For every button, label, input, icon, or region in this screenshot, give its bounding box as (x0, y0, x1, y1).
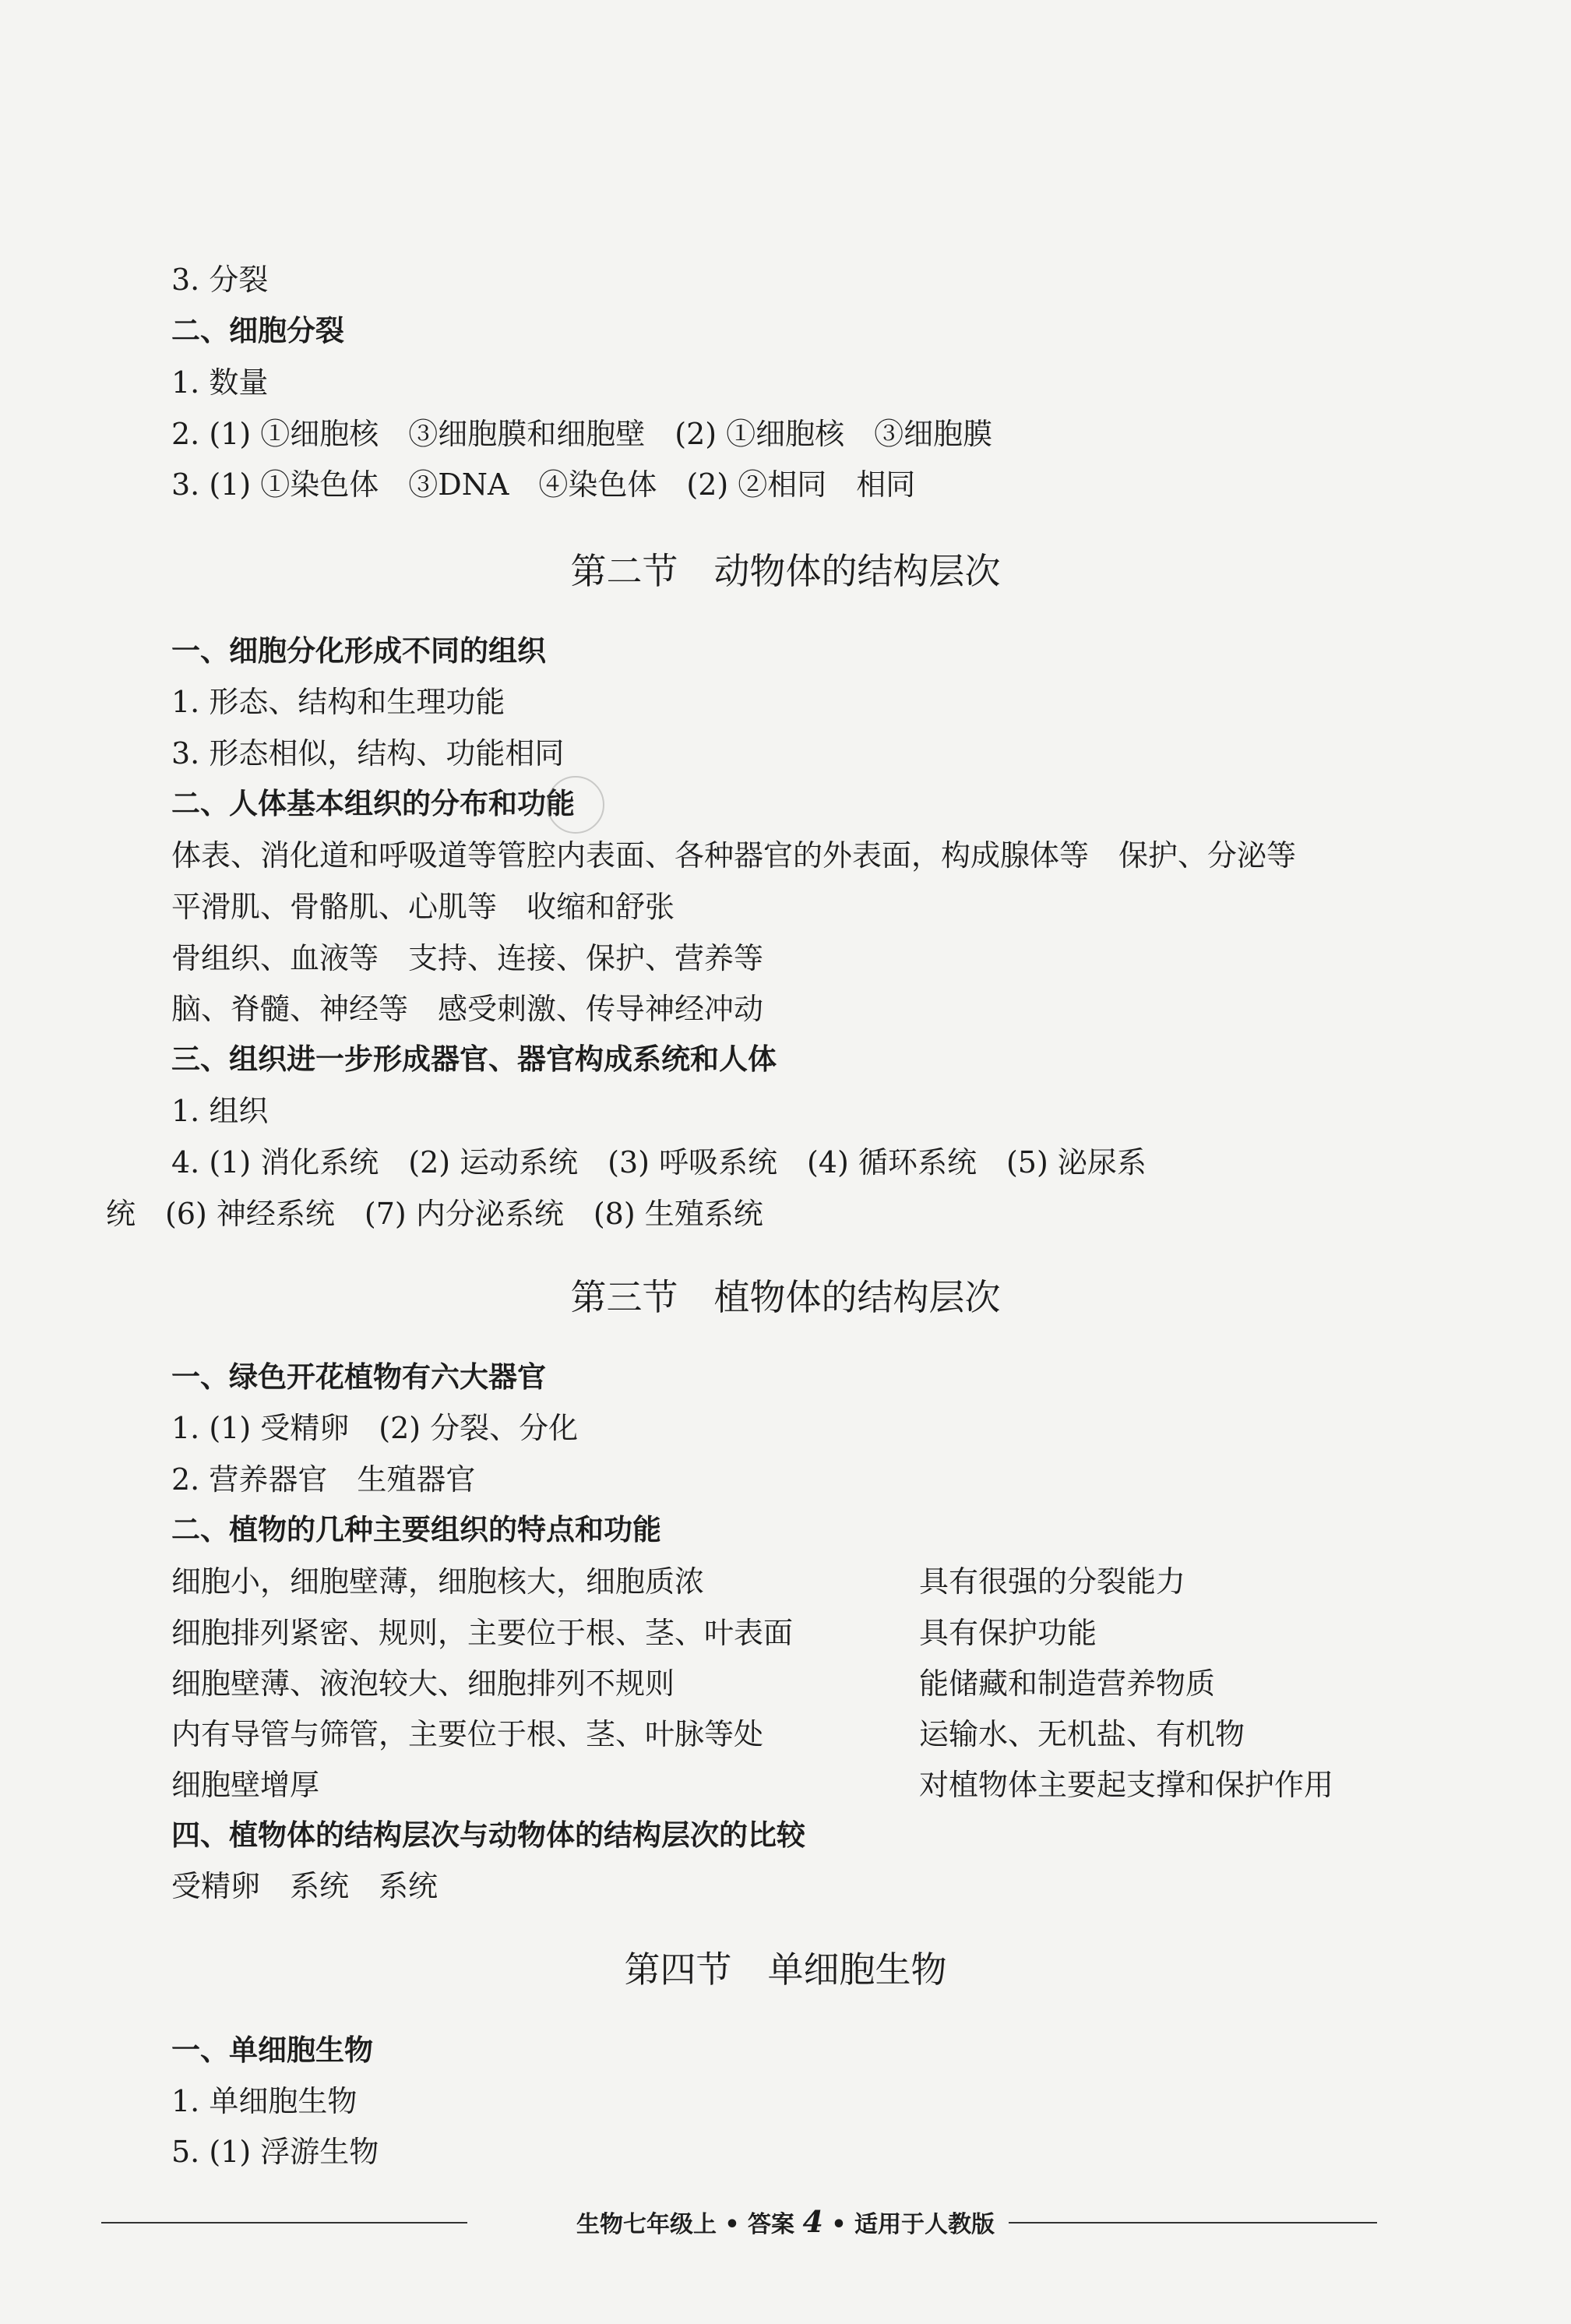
answer-line: 2. (1) ①细胞核 ③细胞膜和细胞壁 (2) ①细胞核 ③细胞膜 (171, 417, 993, 451)
section-heading: 一、单细胞生物 (171, 2033, 373, 2067)
answer-line: 3. 形态相似，结构、功能相同 (171, 736, 565, 771)
tissue-feature: 细胞排列紧密、规则，主要位于根、茎、叶表面 (171, 1616, 794, 1650)
answer-line: 4. (1) 消化系统 (2) 运动系统 (3) 呼吸系统 (4) 循环系统 (5) 泌尿系 (171, 1145, 1147, 1180)
tissue-function: 具有保护功能 (919, 1616, 1097, 1650)
section-heading: 三、组织进一步形成器官、器官构成系统和人体 (171, 1042, 777, 1076)
chapter-title: 第二节 动物体的结构层次 (570, 550, 1001, 592)
chapter-title: 第三节 植物体的结构层次 (570, 1276, 1001, 1318)
tissue-function: 具有很强的分裂能力 (919, 1564, 1186, 1599)
answer-line: 1. 组织 (171, 1094, 269, 1128)
section-heading: 二、细胞分裂 (171, 314, 344, 347)
section-heading: 二、植物的几种主要组织的特点和功能 (171, 1513, 661, 1546)
footer-label: 生物七年级上 • 答案 (576, 2211, 795, 2238)
answer-line: 1. 单细胞生物 (171, 2084, 358, 2118)
answer-line: 1. 形态、结构和生理功能 (171, 685, 505, 719)
section-heading: 一、细胞分化形成不同的组织 (171, 634, 546, 668)
stamp-mark (547, 776, 604, 834)
answer-line: 3. 分裂 (171, 263, 269, 297)
answer-line: 骨组织、血液等 支持、连接、保护、营养等 (171, 941, 764, 975)
tissue-function: 能储藏和制造营养物质 (919, 1666, 1216, 1701)
tissue-feature: 细胞壁薄、液泡较大、细胞排列不规则 (171, 1666, 675, 1701)
answer-line: 体表、消化道和呼吸道等管腔内表面、各种器官的外表面，构成腺体等 保护、分泌等 (171, 838, 1297, 873)
chapter-title: 第四节 单细胞生物 (624, 1948, 947, 1991)
tissue-feature: 内有导管与筛管，主要位于根、茎、叶脉等处 (171, 1717, 764, 1751)
answer-line: 脑、脊髓、神经等 感受刺激、传导神经冲动 (171, 992, 764, 1026)
answer-line: 3. (1) ①染色体 ③DNA ④染色体 (2) ②相同 相同 (171, 467, 916, 502)
section-heading: 一、绿色开花植物有六大器官 (171, 1360, 546, 1394)
answer-line: 受精卵 系统 系统 (171, 1869, 439, 1903)
answer-line: 平滑肌、骨骼肌、心肌等 收缩和舒张 (171, 890, 675, 924)
section-heading: 二、人体基本组织的分布和功能 (171, 787, 575, 820)
tissue-function: 对植物体主要起支撑和保护作用 (919, 1768, 1334, 1802)
answer-line: 1. 数量 (171, 365, 269, 400)
answer-line: 统 (6) 神经系统 (7) 内分泌系统 (8) 生殖系统 (106, 1197, 763, 1231)
tissue-feature: 细胞壁增厚 (171, 1768, 320, 1802)
tissue-feature: 细胞小，细胞壁薄，细胞核大，细胞质浓 (171, 1564, 705, 1599)
answer-line: 5. (1) 浮游生物 (171, 2135, 379, 2169)
page-footer (0, 2205, 1571, 2242)
answer-line: 2. 营养器官 生殖器官 (171, 1462, 476, 1497)
tissue-function: 运输水、无机盐、有机物 (919, 1717, 1245, 1751)
footer-edition: • 适用于人教版 (831, 2211, 995, 2238)
section-heading: 四、植物体的结构层次与动物体的结构层次的比较 (171, 1818, 805, 1852)
answer-line: 1. (1) 受精卵 (2) 分裂、分化 (171, 1411, 579, 1445)
page-number: 4 (802, 2204, 823, 2239)
